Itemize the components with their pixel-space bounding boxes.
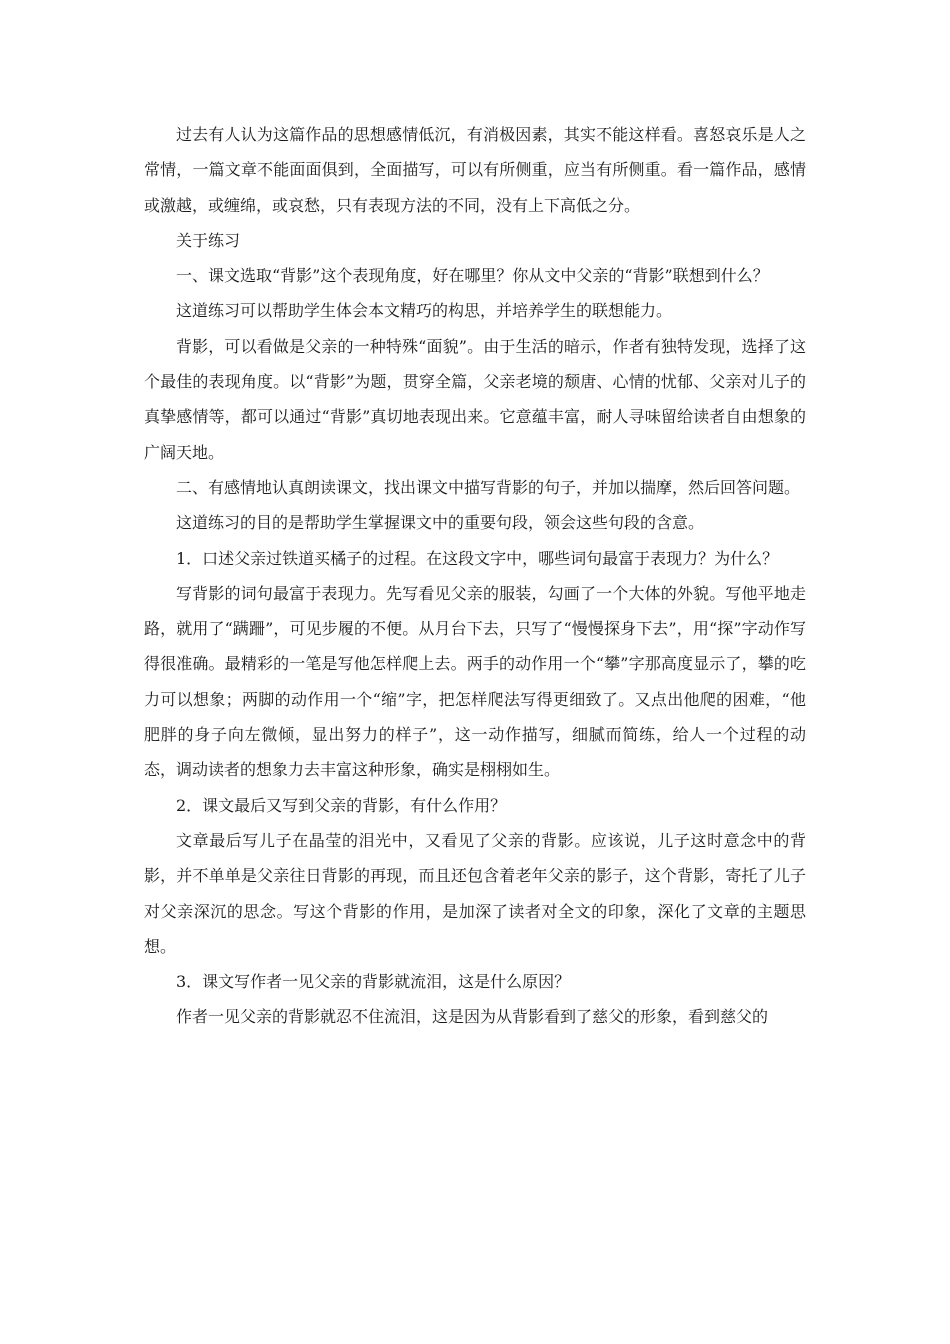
sub-answer-2-2: 文章最后写儿子在晶莹的泪光中，又看见了父亲的背影。应该说，儿子这时意念中的背影，并不单单是父亲往日背影的再现，而且还包含着老年父亲的影子，这个背影，寄托了儿子对父亲深沉的思念。写这个背影的作用，是加深了读者对全文的印象，深化了文章的主题思想。: [144, 830, 806, 956]
sub-answer-2-1: 写背影的词句最富于表现力。先写看见父亲的服装，勾画了一个大体的外貌。写他平地走路，就用了“蹒跚”，可见步履的不便。从月台下去，只写了“慢慢探身下去”，用“探”字动作写得很准确。最精彩的一笔是写他怎样爬上去。两手的动作用一个“攀”字那高度显示了，攀的吃力可以想象；两脚的动作用一个“缩”字，把怎样爬法写得更细致了。又点出他爬的困难，“他肥胖的身子向左微倾，显出努力的样子”，这一动作描写，细腻而简练，给人一个过程的动态，调动读者的想象力去丰富这种形象，确实是栩栩如生。: [144, 583, 806, 780]
document-body: [144, 117, 806, 1035]
sub-answer-2-3: 作者一见父亲的背影就忍不住流泪，这是因为从背影看到了慈父的形象，看到慈父的: [176, 1007, 769, 1027]
answer-1-intro: 这道练习可以帮助学生体会本文精巧的构思，并培养学生的联想能力。: [176, 301, 673, 321]
answer-1-body: 背影，可以看做是父亲的一种特殊“面貌”。由于生活的暗示，作者有独特发现，选择了这个最佳的表现角度。以“背影”为题，贯穿全篇，父亲老境的颓唐、心情的忧郁、父亲对儿子的真挚感情等，都可以通过“背影”真切地表现出来。它意蕴丰富，耐人寻味留给读者自由想象的广阔天地。: [144, 336, 806, 462]
question-2: 二、有感情地认真朗读课文，找出课文中描写背影的句子，并加以揣摩，然后回答问题。: [176, 477, 801, 497]
question-1: 一、课文选取“背影”这个表现角度，好在哪里？你从文中父亲的“背影”联想到什么？: [176, 266, 769, 286]
section-heading-exercises: 关于练习: [176, 230, 241, 250]
paragraph-1: 过去有人认为这篇作品的思想感情低沉，有消极因素，其实不能这样看。喜怒哀乐是人之常情，一篇文章不能面面俱到，全面描写，可以有所侧重，应当有所侧重。看一篇作品，感情或激越，或缠绵，或哀愁，只有表现方法的不同，没有上下高低之分。: [144, 125, 806, 215]
sub-question-2-1: 1．口述父亲过铁道买橘子的过程。在这段文字中，哪些词句最富于表现力？为什么？: [176, 548, 779, 568]
sub-question-2-2: 2．课文最后又写到父亲的背影，有什么作用？: [176, 795, 507, 815]
sub-question-2-3: 3．课文写作者一见父亲的背影就流泪，这是什么原因？: [176, 972, 571, 992]
answer-2-intro: 这道练习的目的是帮助学生掌握课文中的重要句段，领会这些句段的含意。: [176, 513, 705, 533]
